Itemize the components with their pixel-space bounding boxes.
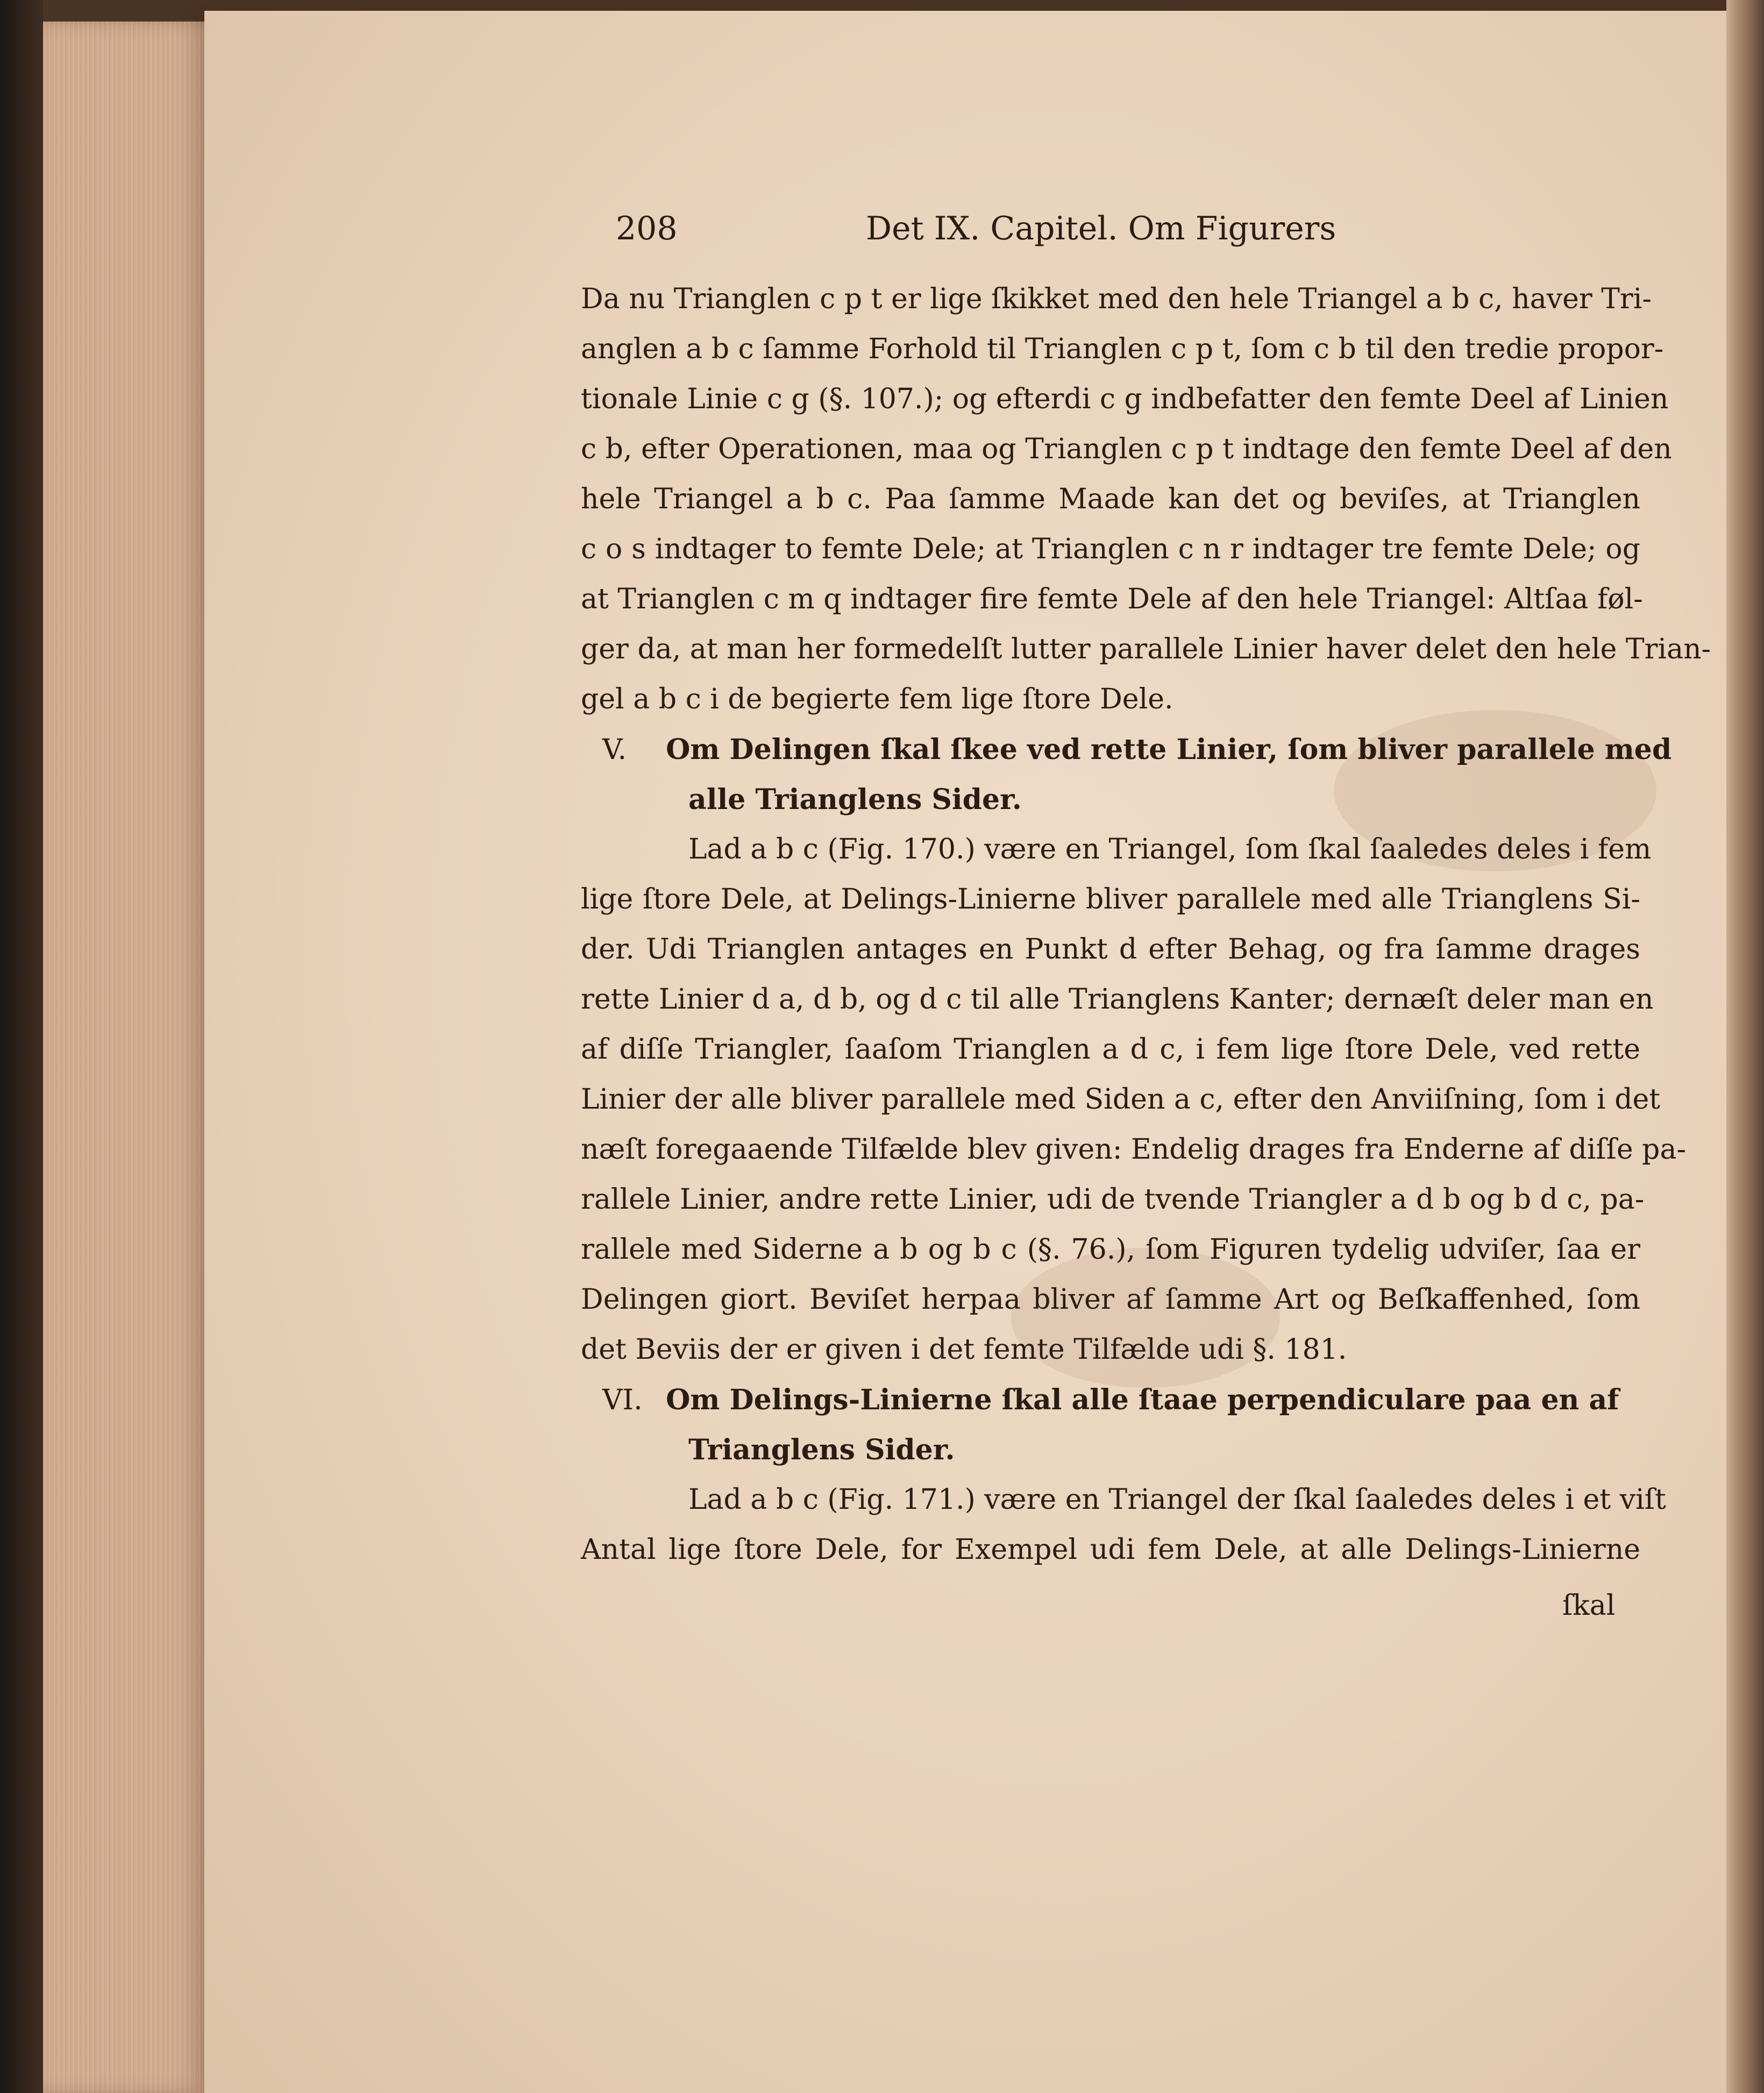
book-spine-shadow: [1726, 0, 1764, 2093]
section-heading-vi: [581, 1375, 1640, 1425]
text-line: Lad a b c (Fig. 171.) være en Triangel der ſkal ſaaledes deles i et viſt: [688, 1484, 1666, 1516]
text-line: næſt foregaaende Tilfælde blev given: Endelig drages fra Enderne af diſſe pa-: [581, 1133, 1687, 1166]
text-line: rallele Linier, andre rette Linier, udi de tvende Triangler a d b og b d c, pa-: [581, 1183, 1645, 1216]
text-line: Antal lige ſtore Dele, for Exempel udi fem Dele, at alle Delings-Linierne: [581, 1534, 1640, 1566]
text-line: Linier der alle bliver parallele med Siden a c, efter den Anviiſning, ſom i det: [581, 1083, 1661, 1116]
page-number: 208: [616, 210, 678, 247]
body-text: [581, 274, 1711, 1575]
text-line: c o s indtager to femte Dele; at Trianglen c n r indtager tre femte Dele; og: [581, 533, 1640, 565]
section-title: Om Delings-Linierne ſkal alle ſtaae perpendiculare paa en af: [666, 1383, 1619, 1416]
text-line: lige ſtore Dele, at Delings-Linierne bliver parallele med alle Trianglens Si-: [581, 883, 1640, 916]
text-line: tionale Linie c g (§. 107.); og efterdi c g indbefatter den femte Deel af Linien: [581, 383, 1669, 415]
text-line: hele Triangel a b c. Paa ſamme Maade kan det og beviſes, at Trianglen: [581, 483, 1640, 515]
text-line: gel a b c i de begierte fem lige ſtore Dele.: [581, 683, 1173, 715]
text-line: ger da, at man her formedelſt lutter parallele Linier haver delet den hele Trian-: [581, 633, 1711, 665]
section-number: V.: [602, 734, 627, 766]
text-line: Da nu Trianglen c p t er lige ſkikket med den hele Triangel a b c, haver Tri-: [581, 283, 1652, 315]
section-title-continued: Trianglens Sider.: [688, 1434, 955, 1466]
section-heading-v: [581, 725, 1672, 775]
running-head: Det IX. Capitel. Om Figurers: [866, 210, 1336, 247]
section-title: Om Delingen ſkal ſkee ved rette Linier, ſom bliver parallele med: [666, 733, 1672, 766]
text-line: Delingen giort. Beviſet herpaa bliver af ſamme Art og Beſkaffenhed, ſom: [581, 1283, 1640, 1316]
text-line: rallele med Siderne a b og b c (§. 76.), ſom Figuren tydelig udviſer, ſaa er: [581, 1233, 1640, 1266]
text-line: Lad a b c (Fig. 170.) være en Triangel, ſom ſkal ſaaledes deles i fem: [688, 833, 1652, 865]
book-cover-edge: [0, 0, 43, 2093]
text-line: det Beviis der er given i det femte Tilfælde udi §. 181.: [581, 1333, 1347, 1366]
page-stack-edge: [43, 22, 231, 2093]
text-line: anglen a b c ſamme Forhold til Trianglen c p t, ſom c b til den tredie propor-: [581, 333, 1664, 365]
text-line: at Trianglen c m q indtager fire femte Dele af den hele Triangel: Altſaa føl-: [581, 583, 1643, 615]
section-title-continued: alle Trianglens Sider.: [688, 783, 1022, 816]
text-line: rette Linier d a, d b, og d c til alle Trianglens Kanter; dernæſt deler man en: [581, 983, 1654, 1016]
text-line: der. Udi Trianglen antages en Punkt d efter Behag, og fra ſamme drages: [581, 933, 1640, 966]
text-line: af diſſe Triangler, ſaaſom Trianglen a d c, i fem lige ſtore Dele, ved rette: [581, 1033, 1640, 1066]
page-header: [616, 210, 1369, 258]
section-number: VI.: [602, 1384, 643, 1416]
text-line: c b, efter Operationen, maa og Trianglen c p t indtage den femte Deel af den: [581, 433, 1672, 465]
catchword: ſkal: [1562, 1590, 1616, 1622]
